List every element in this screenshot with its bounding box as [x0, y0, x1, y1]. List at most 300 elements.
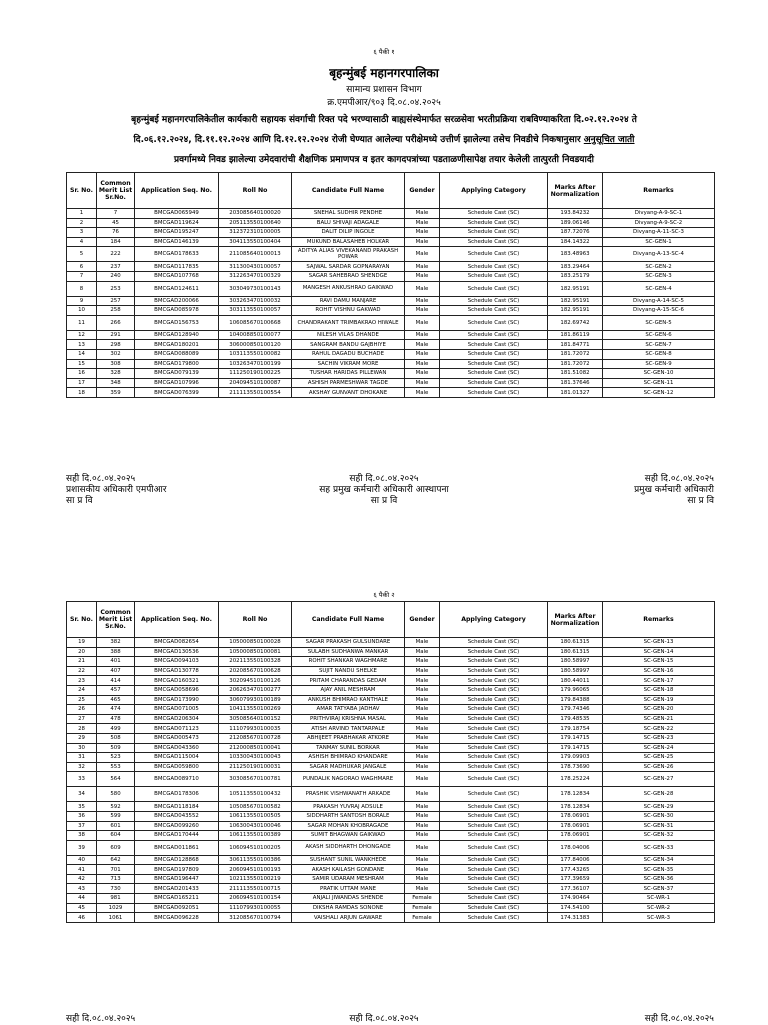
roll-no-cell: 106113550100389	[219, 831, 292, 841]
gender-cell: Male	[405, 724, 440, 734]
candidate-name-cell: AKASH SIDDHARTH DHONGADE	[292, 840, 405, 855]
gender-cell: Male	[405, 349, 440, 359]
remarks-cell: SC-GEN-7	[603, 340, 715, 350]
candidate-name-cell: PRATIK UTTAM MANE	[292, 884, 405, 894]
roll-no-cell: 206263470100277	[219, 685, 292, 695]
remarks-cell: SC-GEN-18	[603, 685, 715, 695]
gender-cell: Male	[405, 821, 440, 831]
merit-no-cell: 478	[97, 714, 135, 724]
merit-no-cell: 609	[97, 840, 135, 855]
candidate-name-cell: MANGESH ANKUSHRAO GAIKWAD	[292, 281, 405, 296]
table-row	[67, 705, 715, 715]
marks-cell: 178.06901	[548, 811, 603, 821]
merit-no-cell: 291	[97, 330, 135, 340]
table-row	[67, 247, 715, 262]
roll-no-cell: 103113550100082	[219, 349, 292, 359]
category-cell: Schedule Cast (SC)	[440, 218, 548, 228]
category-cell: Schedule Cast (SC)	[440, 724, 548, 734]
column-header: Remarks	[603, 602, 715, 638]
roll-no-cell: 306000850100120	[219, 340, 292, 350]
roll-no-cell: 105085670100582	[219, 802, 292, 812]
category-cell: Schedule Cast (SC)	[440, 753, 548, 763]
table-row	[67, 330, 715, 340]
category-cell: Schedule Cast (SC)	[440, 647, 548, 657]
remarks-cell: SC-GEN-29	[603, 802, 715, 812]
merit-no-cell: 508	[97, 733, 135, 743]
sr-no-cell: 10	[67, 306, 97, 316]
table-row	[67, 209, 715, 219]
table-row	[67, 638, 715, 648]
merit-no-cell: 553	[97, 762, 135, 772]
remarks-cell: SC-WR-1	[603, 894, 715, 904]
sr-no-cell: 43	[67, 884, 97, 894]
roll-no-cell: 206094510100193	[219, 865, 292, 875]
sr-no-cell: 7	[67, 271, 97, 281]
remarks-cell: SC-GEN-34	[603, 855, 715, 865]
signature-date: सही दि.०८.०४.२०२५	[349, 474, 419, 484]
gender-cell: Male	[405, 855, 440, 865]
merit-no-cell: 713	[97, 874, 135, 884]
candidate-name-cell: PRITHVIRAJ KRISHNA MASAL	[292, 714, 405, 724]
roll-no-cell: 105000850100081	[219, 647, 292, 657]
remarks-cell: SC-GEN-9	[603, 359, 715, 369]
sr-no-cell: 9	[67, 296, 97, 306]
category-cell: Schedule Cast (SC)	[440, 262, 548, 272]
column-header: Applying Category	[440, 173, 548, 209]
sr-no-cell: 14	[67, 349, 97, 359]
marks-cell: 178.06901	[548, 831, 603, 841]
gender-cell: Male	[405, 676, 440, 686]
gender-cell: Male	[405, 772, 440, 787]
roll-no-cell: 206094510100154	[219, 894, 292, 904]
merit-no-cell: 1061	[97, 913, 135, 923]
merit-no-cell: 76	[97, 228, 135, 238]
marks-cell: 182.95191	[548, 306, 603, 316]
roll-no-cell: 103300430100043	[219, 753, 292, 763]
application-no-cell: BMCGAD173990	[135, 695, 219, 705]
application-no-cell: BMCGAD130536	[135, 647, 219, 657]
remarks-cell: SC-GEN-10	[603, 369, 715, 379]
table-row	[67, 811, 715, 821]
roll-no-cell: 212085670100728	[219, 733, 292, 743]
category-cell: Schedule Cast (SC)	[440, 762, 548, 772]
remarks-cell: SC-GEN-30	[603, 811, 715, 821]
category-cell: Schedule Cast (SC)	[440, 913, 548, 923]
marks-cell: 174.31383	[548, 913, 603, 923]
application-no-cell: BMCGAD071123	[135, 724, 219, 734]
category-cell: Schedule Cast (SC)	[440, 772, 548, 787]
gender-cell: Male	[405, 237, 440, 247]
remarks-cell: SC-GEN-1	[603, 237, 715, 247]
roll-no-cell: 106094510100205	[219, 840, 292, 855]
merit-no-cell: 253	[97, 281, 135, 296]
table-row	[67, 802, 715, 812]
roll-no-cell: 104008850100077	[219, 330, 292, 340]
merit-no-cell: 257	[97, 296, 135, 306]
application-no-cell: BMCGAD076399	[135, 388, 219, 398]
marks-cell: 182.69742	[548, 315, 603, 330]
table-row	[67, 695, 715, 705]
candidate-name-cell: SAGAR MOHAN KHOBRAGADE	[292, 821, 405, 831]
signature-deputy-chief-2	[284, 1014, 484, 1025]
roll-no-cell: 204094510100087	[219, 378, 292, 388]
sr-no-cell: 26	[67, 705, 97, 715]
candidate-name-cell: SACHIN VIKRAM MORE	[292, 359, 405, 369]
sr-no-cell: 17	[67, 378, 97, 388]
remarks-cell: SC-GEN-11	[603, 378, 715, 388]
column-header: Candidate Full Name	[292, 602, 405, 638]
roll-no-cell: 303049730100143	[219, 281, 292, 296]
signature-date: सही दि.०८.०४.२०२५	[644, 1014, 714, 1024]
sr-no-cell: 23	[67, 676, 97, 686]
marks-cell: 180.58997	[548, 666, 603, 676]
signature-deputy-chief	[284, 474, 484, 507]
marks-cell: 178.06901	[548, 821, 603, 831]
roll-no-cell: 303263470100032	[219, 296, 292, 306]
roll-no-cell: 102113550100219	[219, 874, 292, 884]
remarks-cell: Divyang-A-13-SC-4	[603, 247, 715, 262]
table-row	[67, 733, 715, 743]
category-cell: Schedule Cast (SC)	[440, 874, 548, 884]
page-number: ६ पैकी १	[373, 48, 395, 56]
remarks-cell: SC-GEN-3	[603, 271, 715, 281]
gender-cell: Male	[405, 685, 440, 695]
sr-no-cell: 15	[67, 359, 97, 369]
category-cell: Schedule Cast (SC)	[440, 903, 548, 913]
candidate-name-cell: RAHUL DAGADU BUCHADE	[292, 349, 405, 359]
category-cell: Schedule Cast (SC)	[440, 359, 548, 369]
intro-paragraph	[0, 110, 768, 170]
gender-cell: Male	[405, 330, 440, 340]
marks-cell: 180.61315	[548, 647, 603, 657]
marks-cell: 179.14715	[548, 743, 603, 753]
merit-no-cell: 302	[97, 349, 135, 359]
sr-no-cell: 27	[67, 714, 97, 724]
gender-cell: Male	[405, 762, 440, 772]
signature-dept: सा प्र वि	[370, 496, 398, 506]
signature-date: सही दि.०८.०४.२०२५	[66, 474, 136, 484]
remarks-cell: SC-GEN-36	[603, 874, 715, 884]
signature-title: सह प्रमुख कर्मचारी अधिकारी आस्थापना	[319, 485, 449, 495]
candidate-name-cell: SUMIT BHAGWAN GAIKWAD	[292, 831, 405, 841]
candidate-name-cell: DIKSHA RAMDAS SONONE	[292, 903, 405, 913]
sr-no-cell: 46	[67, 913, 97, 923]
sr-no-cell: 21	[67, 657, 97, 667]
marks-cell: 179.74346	[548, 705, 603, 715]
application-no-cell: BMCGAD092051	[135, 903, 219, 913]
table-row	[67, 296, 715, 306]
candidate-name-cell: PRASHIK VISHWANATH ARKADE	[292, 787, 405, 802]
marks-cell: 183.25179	[548, 271, 603, 281]
remarks-cell: SC-GEN-5	[603, 315, 715, 330]
gender-cell: Male	[405, 753, 440, 763]
application-no-cell: BMCGAD128940	[135, 330, 219, 340]
category-cell: Schedule Cast (SC)	[440, 884, 548, 894]
table-row	[67, 831, 715, 841]
merit-no-cell: 407	[97, 666, 135, 676]
roll-no-cell: 312263470100329	[219, 271, 292, 281]
sr-no-cell: 20	[67, 647, 97, 657]
roll-no-cell: 305085640100152	[219, 714, 292, 724]
gender-cell: Male	[405, 228, 440, 238]
application-no-cell: BMCGAD058696	[135, 685, 219, 695]
merit-no-cell: 240	[97, 271, 135, 281]
gender-cell: Female	[405, 894, 440, 904]
gender-cell: Male	[405, 647, 440, 657]
marks-cell: 178.12834	[548, 802, 603, 812]
candidate-name-cell: SUSHANT SUNIL WANKHEDE	[292, 855, 405, 865]
candidate-name-cell: ROHIT SHANKAR WAGHMARE	[292, 657, 405, 667]
application-no-cell: BMCGAD197809	[135, 865, 219, 875]
candidate-name-cell: BALU SHIVAJI ADAGALE	[292, 218, 405, 228]
marks-cell: 180.61315	[548, 638, 603, 648]
candidate-name-cell: SULABH SUDHANWA MANKAR	[292, 647, 405, 657]
marks-cell: 181.72072	[548, 349, 603, 359]
candidate-name-cell: TUSHAR HARIDAS PILLEWAN	[292, 369, 405, 379]
remarks-cell: SC-GEN-31	[603, 821, 715, 831]
merit-no-cell: 414	[97, 676, 135, 686]
sr-no-cell: 28	[67, 724, 97, 734]
merit-no-cell: 474	[97, 705, 135, 715]
application-no-cell: BMCGAD107996	[135, 378, 219, 388]
marks-cell: 177.84006	[548, 855, 603, 865]
gender-cell: Male	[405, 695, 440, 705]
column-header: Candidate Full Name	[292, 173, 405, 209]
selection-table-page-1	[66, 172, 715, 398]
roll-no-cell: 306079930100189	[219, 695, 292, 705]
merit-no-cell: 523	[97, 753, 135, 763]
remarks-cell: SC-GEN-27	[603, 772, 715, 787]
merit-no-cell: 592	[97, 802, 135, 812]
sr-no-cell: 1	[67, 209, 97, 219]
table-row	[67, 874, 715, 884]
remarks-cell: SC-GEN-35	[603, 865, 715, 875]
sr-no-cell: 39	[67, 840, 97, 855]
marks-cell: 179.14715	[548, 733, 603, 743]
gender-cell: Male	[405, 865, 440, 875]
roll-no-cell: 302094510100126	[219, 676, 292, 686]
candidate-name-cell: ANKUSH BHIMRAO KANTHALE	[292, 695, 405, 705]
remarks-cell: SC-GEN-8	[603, 349, 715, 359]
roll-no-cell: 111079930100035	[219, 724, 292, 734]
category-cell: Schedule Cast (SC)	[440, 369, 548, 379]
gender-cell: Male	[405, 315, 440, 330]
column-header: Marks After Normalization	[548, 602, 603, 638]
roll-no-cell: 105000850100028	[219, 638, 292, 648]
gender-cell: Male	[405, 218, 440, 228]
marks-cell: 178.73690	[548, 762, 603, 772]
application-no-cell: BMCGAD089710	[135, 772, 219, 787]
marks-cell: 174.90464	[548, 894, 603, 904]
remarks-cell: SC-GEN-4	[603, 281, 715, 296]
remarks-cell: Divyang-A-14-SC-5	[603, 296, 715, 306]
category-cell: Schedule Cast (SC)	[440, 340, 548, 350]
application-no-cell: BMCGAD065949	[135, 209, 219, 219]
merit-no-cell: 308	[97, 359, 135, 369]
table-row	[67, 359, 715, 369]
gender-cell: Male	[405, 714, 440, 724]
merit-no-cell: 564	[97, 772, 135, 787]
candidate-name-cell: AKASH KAILASH GONDANE	[292, 865, 405, 875]
category-cell: Schedule Cast (SC)	[440, 821, 548, 831]
marks-cell: 181.86119	[548, 330, 603, 340]
marks-cell: 179.96065	[548, 685, 603, 695]
merit-no-cell: 604	[97, 831, 135, 841]
signature-admin-officer-2	[66, 1014, 135, 1025]
sr-no-cell: 24	[67, 685, 97, 695]
table-row	[67, 369, 715, 379]
remarks-cell: SC-GEN-6	[603, 330, 715, 340]
table-row	[67, 865, 715, 875]
column-header: Marks After Normalization	[548, 173, 603, 209]
application-no-cell: BMCGAD011861	[135, 840, 219, 855]
remarks-cell: SC-GEN-25	[603, 753, 715, 763]
remarks-cell: Divyang-A-15-SC-6	[603, 306, 715, 316]
category-cell: Schedule Cast (SC)	[440, 714, 548, 724]
category-cell: Schedule Cast (SC)	[440, 865, 548, 875]
table-row	[67, 349, 715, 359]
reference-number: क्र.एमपीआर/९०३ दि.०८.०४.२०२५	[327, 98, 441, 108]
marks-cell: 182.95191	[548, 296, 603, 306]
column-header: Application Seq. No.	[135, 173, 219, 209]
marks-cell: 183.29464	[548, 262, 603, 272]
gender-cell: Male	[405, 247, 440, 262]
category-cell: Schedule Cast (SC)	[440, 378, 548, 388]
selection-table-page-2	[66, 601, 715, 923]
table-row	[67, 281, 715, 296]
merit-no-cell: 599	[97, 811, 135, 821]
table-row	[67, 903, 715, 913]
marks-cell: 174.54100	[548, 903, 603, 913]
marks-cell: 179.84388	[548, 695, 603, 705]
candidate-name-cell: AJAY ANIL MESHRAM	[292, 685, 405, 695]
table-row	[67, 724, 715, 734]
marks-cell: 180.58997	[548, 657, 603, 667]
category-cell: Schedule Cast (SC)	[440, 787, 548, 802]
remarks-cell: SC-GEN-12	[603, 388, 715, 398]
table-row	[67, 378, 715, 388]
category-cell: Schedule Cast (SC)	[440, 330, 548, 340]
application-no-cell: BMCGAD043552	[135, 811, 219, 821]
sr-no-cell: 34	[67, 787, 97, 802]
category-cell: Schedule Cast (SC)	[440, 676, 548, 686]
application-no-cell: BMCGAD160321	[135, 676, 219, 686]
remarks-cell: SC-GEN-13	[603, 638, 715, 648]
marks-cell: 182.95191	[548, 281, 603, 296]
candidate-name-cell: SAJWAL SARDAR GOPNARAYAN	[292, 262, 405, 272]
sr-no-cell: 33	[67, 772, 97, 787]
table-row	[67, 772, 715, 787]
gender-cell: Male	[405, 340, 440, 350]
merit-no-cell: 1029	[97, 903, 135, 913]
candidate-name-cell: SAGAR MADHUKAR JANGALE	[292, 762, 405, 772]
merit-no-cell: 328	[97, 369, 135, 379]
application-no-cell: BMCGAD130778	[135, 666, 219, 676]
marks-cell: 183.48963	[548, 247, 603, 262]
candidate-name-cell: AKSHAY GUNVANT DHOKANE	[292, 388, 405, 398]
category-cell: Schedule Cast (SC)	[440, 638, 548, 648]
merit-no-cell: 359	[97, 388, 135, 398]
roll-no-cell: 212000850100041	[219, 743, 292, 753]
gender-cell: Male	[405, 840, 440, 855]
sr-no-cell: 31	[67, 753, 97, 763]
application-no-cell: BMCGAD118184	[135, 802, 219, 812]
category-cell: Schedule Cast (SC)	[440, 209, 548, 219]
table-row	[67, 753, 715, 763]
merit-no-cell: 580	[97, 787, 135, 802]
category-cell: Schedule Cast (SC)	[440, 247, 548, 262]
category-highlight: अनुसूचित जाती	[583, 135, 635, 145]
roll-no-cell: 205113550100640	[219, 218, 292, 228]
intro-line-2	[0, 130, 768, 150]
application-no-cell: BMCGAD085978	[135, 306, 219, 316]
category-cell: Schedule Cast (SC)	[440, 705, 548, 715]
table-row	[67, 666, 715, 676]
table-row	[67, 340, 715, 350]
column-header: Common Merit List Sr.No.	[97, 602, 135, 638]
remarks-cell: SC-GEN-24	[603, 743, 715, 753]
remarks-cell: SC-GEN-2	[603, 262, 715, 272]
intro-line-3: प्रवर्गामध्ये निवड झालेल्या उमेदवारांची शैक्षणिक प्रमाणपत्र व इतर कागदपत्रांच्या पडताळणीसापेक्ष तयार केलेली तात्पुरती निवडयादी	[174, 155, 594, 165]
marks-cell: 184.14322	[548, 237, 603, 247]
remarks-cell: SC-GEN-16	[603, 666, 715, 676]
category-cell: Schedule Cast (SC)	[440, 831, 548, 841]
category-cell: Schedule Cast (SC)	[440, 281, 548, 296]
merit-no-cell: 601	[97, 821, 135, 831]
remarks-cell: SC-GEN-22	[603, 724, 715, 734]
marks-cell: 179.48535	[548, 714, 603, 724]
merit-no-cell: 388	[97, 647, 135, 657]
category-cell: Schedule Cast (SC)	[440, 855, 548, 865]
table-row	[67, 315, 715, 330]
gender-cell: Male	[405, 271, 440, 281]
merit-no-cell: 642	[97, 855, 135, 865]
sr-no-cell: 5	[67, 247, 97, 262]
category-cell: Schedule Cast (SC)	[440, 666, 548, 676]
sr-no-cell: 35	[67, 802, 97, 812]
candidate-name-cell: ATISH ARVIND TANTARPALE	[292, 724, 405, 734]
table-row	[67, 228, 715, 238]
sr-no-cell: 38	[67, 831, 97, 841]
candidate-name-cell: SIDDHARTH SANTOSH BORALE	[292, 811, 405, 821]
remarks-cell: SC-GEN-33	[603, 840, 715, 855]
sr-no-cell: 19	[67, 638, 97, 648]
application-no-cell: BMCGAD059800	[135, 762, 219, 772]
marks-cell: 181.84771	[548, 340, 603, 350]
roll-no-cell: 106300430100046	[219, 821, 292, 831]
roll-no-cell: 106113550100505	[219, 811, 292, 821]
gender-cell: Male	[405, 802, 440, 812]
roll-no-cell: 202113550100328	[219, 657, 292, 667]
sr-no-cell: 29	[67, 733, 97, 743]
signature-chief-officer	[634, 474, 714, 507]
signature-date: सही दि.०८.०४.२०२५	[349, 1014, 419, 1024]
roll-no-cell: 111079930100055	[219, 903, 292, 913]
roll-no-cell: 105113550100432	[219, 787, 292, 802]
category-cell: Schedule Cast (SC)	[440, 685, 548, 695]
candidate-name-cell: SAGAR PRAKASH GULSUNDARE	[292, 638, 405, 648]
remarks-cell: SC-GEN-19	[603, 695, 715, 705]
merit-no-cell: 981	[97, 894, 135, 904]
application-no-cell: BMCGAD107768	[135, 271, 219, 281]
merit-no-cell: 222	[97, 247, 135, 262]
remarks-cell: SC-WR-3	[603, 913, 715, 923]
table-row	[67, 714, 715, 724]
candidate-name-cell: MUKUND BALASAHEB HOLKAR	[292, 237, 405, 247]
application-no-cell: BMCGAD099260	[135, 821, 219, 831]
marks-cell: 181.51082	[548, 369, 603, 379]
signature-date: सही दि.०८.०४.२०२५	[66, 1014, 136, 1024]
